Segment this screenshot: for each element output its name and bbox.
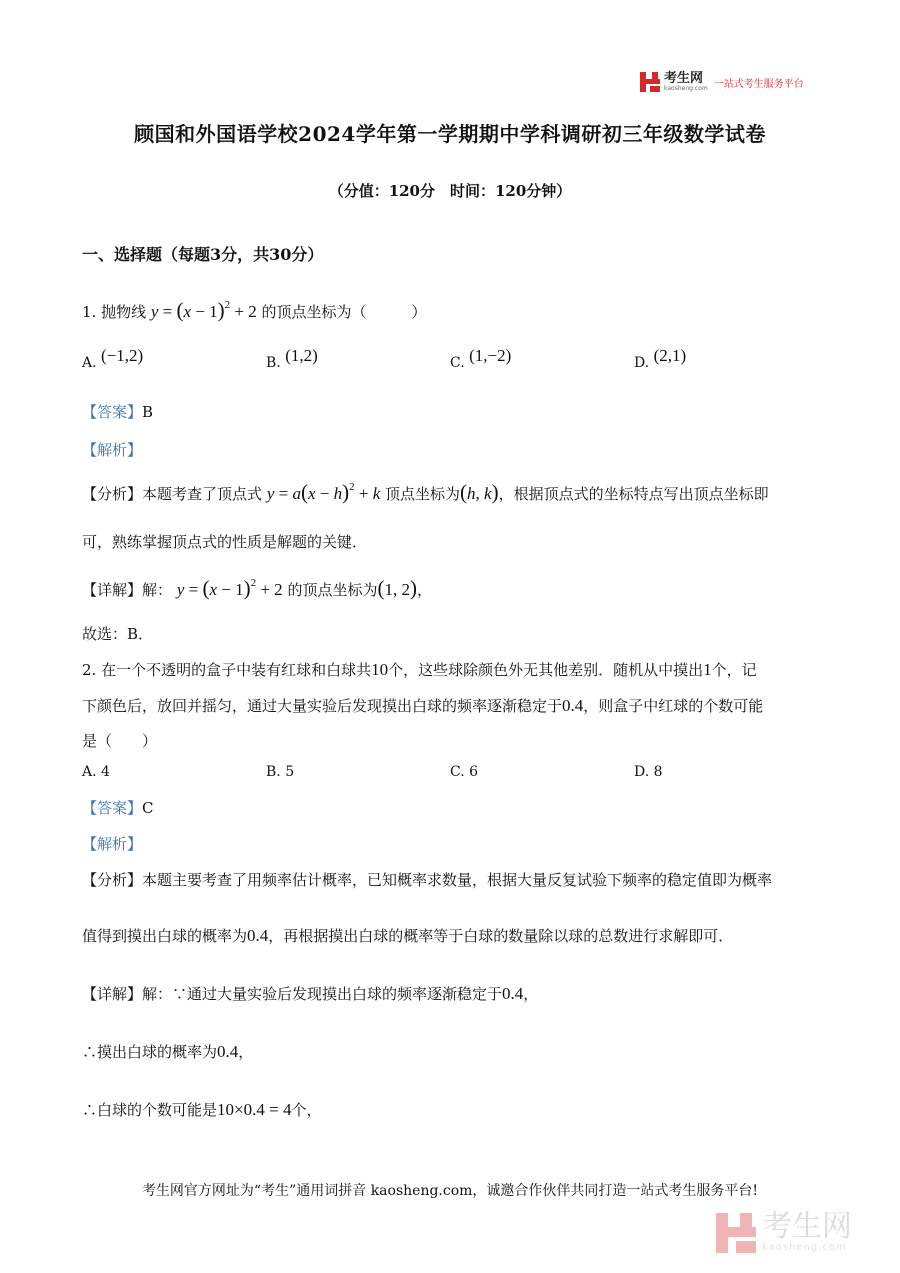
q2-stem-line1: 2. 在一个不透明的盒子中装有红球和白球共10个，这些球除颜色外无其他差别．随机从中摸出1个，记	[82, 660, 757, 679]
q1-option-d: D. (2,1)	[634, 346, 687, 371]
q1-detail-formula: $y = (x - 1)^2 + 2$	[176, 576, 283, 600]
q1-conclusion: 故选：B．	[82, 625, 154, 643]
q1-option-c: C. (1,−2)	[450, 346, 512, 371]
q1-suffix: 的顶点坐标为（ ）	[261, 303, 427, 321]
q2-option-a: A. 4	[82, 764, 110, 780]
fenxi-tag: 【分析】	[82, 485, 143, 503]
q2-answer: 【答案】C	[82, 799, 154, 817]
q2-fenxi-cont: 值得到摸出白球的概率为0.4，再根据摸出白球的概率等于白球的数量除以球的总数进行求解即可．	[82, 926, 734, 945]
vertex-form-formula: $y = a(x - h)^2 + k$	[266, 480, 381, 504]
q2-stem-line2: 下颜色后，放回并摇匀，通过大量实验后发现摸出白球的频率逐渐稳定于0.4，则盒子中红球的个数可能	[82, 696, 764, 715]
q1-prefix: 1. 抛物线	[82, 303, 147, 321]
q2-option-b: B. 5	[266, 764, 295, 780]
q1-analysis-tag: 【解析】	[82, 441, 143, 459]
answer-value: B	[142, 403, 154, 421]
q1-formula: $y = (x - 1)^2 + 2$	[150, 298, 257, 322]
q1-fenxi: 【分析】本题考查了顶点式 $y = a(x - h)^2 + k$ 顶点坐标为(h, k)，根据顶点式的坐标特点写出顶点坐标即	[82, 480, 769, 504]
detail-tag: 【详解】	[82, 581, 143, 599]
watermark-domain: kaosheng.com	[762, 1242, 847, 1253]
q1-answer	[82, 402, 153, 422]
q2-detail-2: ∴摸出白球的概率为0.4，	[82, 1042, 254, 1061]
footer-text: 考生网官方网址为“考生”通用词拼音 kaosheng.com，诚邀合作伙伴共同打造一站式考生服务平台!	[141, 1183, 759, 1199]
header-logo	[640, 72, 804, 92]
logo-domain: kaosheng.com	[664, 85, 708, 92]
page-title: 顾国和外国语学校2024学年第一学期期中学科调研初三年级数学试卷	[134, 122, 766, 146]
q2-option-d: D. 8	[634, 764, 663, 780]
q1-stem	[82, 300, 427, 324]
q2-stem-line3: 是（ ）	[82, 732, 158, 750]
logo-slogan: 一站式考生服务平台	[713, 78, 804, 90]
q1-detail-point: (1, 2)	[377, 576, 417, 600]
logo-icon	[640, 72, 660, 92]
q2-detail-3: ∴白球的个数可能是10×0.4 = 4个，	[82, 1100, 322, 1119]
watermark-logo-icon	[716, 1213, 756, 1253]
q1-detail: 【详解】解： $y = (x - 1)^2 + 2$ 的顶点坐标为(1, 2)，	[82, 576, 432, 600]
q2-analysis-tag: 【解析】	[82, 835, 143, 853]
watermark	[716, 1209, 852, 1253]
q2-option-c: C. 6	[450, 764, 479, 780]
q2-fenxi: 【分析】本题主要考查了用频率估计概率，已知概率求数量，根据大量反复试验下频率的稳定值即为概率	[82, 871, 773, 889]
answer-tag: 【答案】	[82, 403, 143, 421]
logo-name: 考生网	[664, 71, 704, 86]
q1-option-b: B. (1,2)	[266, 346, 318, 371]
vertex-hk: (h, k)	[460, 480, 499, 504]
watermark-name: 考生网	[762, 1209, 852, 1244]
q1-option-a: A. (−1,2)	[82, 346, 144, 371]
q1-fenxi-cont: 可，熟练掌握顶点式的性质是解题的关键．	[82, 533, 368, 551]
q2-detail-1: 【详解】解：∵通过大量实验后发现摸出白球的频率逐渐稳定于0.4，	[82, 984, 539, 1003]
section-heading: 一、选择题（每题3分，共30分）	[82, 245, 324, 264]
page-subtitle: （分值：120分 时间：120分钟）	[328, 182, 572, 200]
